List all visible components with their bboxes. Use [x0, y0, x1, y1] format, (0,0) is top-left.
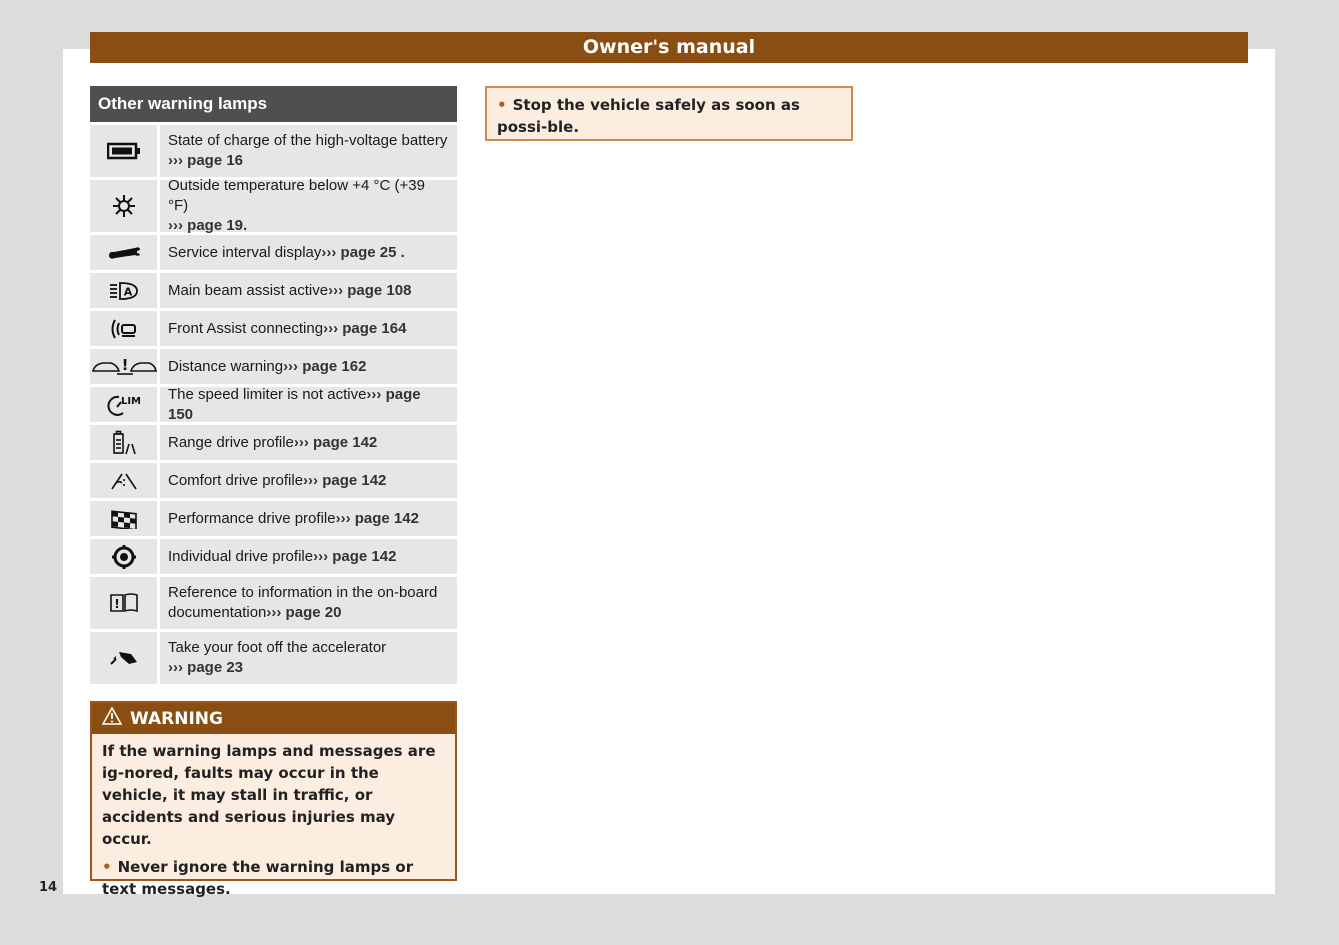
- warning-box: [90, 701, 457, 898]
- warning-text: If the warning lamps and messages are ig-nored, faults may occur in the vehicle, it may stall in traffic, or accidents and serious injuries may occur.: [102, 742, 436, 848]
- warning-bullet: [102, 856, 445, 900]
- range-profile-icon: [90, 425, 157, 460]
- warning-lamps-table: [90, 122, 457, 684]
- bullet-dot-icon: •: [102, 858, 112, 876]
- speed-limiter-icon: [90, 387, 157, 422]
- page-reference-link[interactable]: ››› page 142: [313, 547, 397, 565]
- warning-label: WARNING: [130, 708, 223, 729]
- row-text: [160, 311, 457, 346]
- table-row: [90, 125, 457, 177]
- lamp-description: Outside temperature below +4 °C (+39 °F): [168, 177, 425, 214]
- page-number: 14: [39, 880, 58, 895]
- lamp-description: Distance warning: [168, 357, 284, 375]
- table-row: [90, 311, 457, 346]
- warning-body: [92, 734, 455, 900]
- lamp-description: Front Assist connecting: [168, 319, 324, 337]
- page-reference-link[interactable]: ››› page 142: [293, 433, 378, 451]
- stop-note-text: Stop the vehicle safely as soon as possi-ble.: [497, 96, 800, 136]
- table-row: [90, 235, 457, 270]
- row-text: [160, 577, 457, 629]
- banner-title: Owner's manual: [582, 36, 756, 58]
- page-reference-link[interactable]: ››› page 142: [335, 509, 419, 527]
- lamp-description: Take your foot off the accelerator: [168, 639, 387, 656]
- lamp-description: Performance drive profile: [168, 509, 336, 527]
- page-reference-link[interactable]: ››› page 25 .: [321, 243, 405, 261]
- snowflake-icon: [90, 180, 157, 232]
- lamp-description: Reference to information in the on-board documentation: [168, 584, 438, 621]
- page-reference-link[interactable]: ››› page 23: [168, 659, 244, 676]
- comfort-profile-icon: [90, 463, 157, 498]
- warning-triangle-icon: [102, 707, 122, 730]
- table-row: [90, 425, 457, 460]
- table-row: [90, 273, 457, 308]
- row-text: [160, 387, 457, 422]
- table-row: [90, 349, 457, 384]
- bullet-dot-icon: •: [497, 96, 507, 114]
- page-reference-link[interactable]: ››› page 108: [328, 281, 412, 299]
- page-reference-link[interactable]: ››› page 19.: [168, 217, 248, 234]
- manual-book-icon: [90, 577, 157, 629]
- wrench-icon: [90, 235, 157, 270]
- row-text: [160, 273, 457, 308]
- page-reference-link[interactable]: ››› page 162: [283, 357, 367, 375]
- table-row: [90, 539, 457, 574]
- page-reference-link[interactable]: ››› page 164: [323, 319, 407, 337]
- row-text: [160, 235, 457, 270]
- page-reference-link[interactable]: ››› page 150: [168, 385, 421, 423]
- lamp-description: Service interval display: [168, 243, 322, 261]
- row-text: [160, 125, 457, 177]
- table-row: [90, 387, 457, 422]
- lamp-description: State of charge of the high-voltage battery: [168, 132, 448, 149]
- table-row: [90, 501, 457, 536]
- table-title: Other warning lamps: [90, 86, 457, 122]
- lamp-description: Main beam assist active: [168, 281, 329, 299]
- row-text: [160, 632, 457, 684]
- lamp-description: Individual drive profile: [168, 547, 314, 565]
- page-reference-link[interactable]: ››› page 142: [303, 471, 387, 489]
- row-text: [160, 177, 457, 234]
- row-text: [160, 349, 457, 384]
- row-text: [160, 463, 457, 498]
- page-reference-link[interactable]: ››› page 16: [168, 152, 244, 169]
- performance-flag-icon: [90, 501, 157, 536]
- foot-off-accelerator-icon: [90, 632, 157, 684]
- page-reference-link[interactable]: ››› page 20: [266, 604, 342, 621]
- front-assist-icon: [90, 311, 157, 346]
- main-beam-assist-icon: [90, 273, 157, 308]
- table-row: [90, 632, 457, 684]
- row-text: [160, 501, 457, 536]
- lamp-description: The speed limiter is not active: [168, 385, 367, 403]
- table-row: [90, 177, 457, 234]
- lamp-description: Comfort drive profile: [168, 471, 304, 489]
- svg-text:!: !: [113, 597, 120, 611]
- row-text: [160, 425, 457, 460]
- page-banner: [90, 32, 1248, 63]
- row-text: [160, 539, 457, 574]
- individual-profile-icon: [90, 539, 157, 574]
- table-row: [90, 577, 457, 629]
- table-row: [90, 463, 457, 498]
- distance-warning-icon: [90, 349, 157, 384]
- warning-header: [92, 703, 455, 734]
- svg-text:LIM: LIM: [120, 395, 141, 407]
- svg-text:!: !: [121, 356, 128, 374]
- lamp-description: Range drive profile: [168, 433, 294, 451]
- battery-icon: [90, 125, 157, 177]
- warning-bullet-text: Never ignore the warning lamps or text messages.: [102, 858, 414, 898]
- stop-vehicle-note: [485, 86, 853, 141]
- svg-text:A: A: [123, 285, 132, 298]
